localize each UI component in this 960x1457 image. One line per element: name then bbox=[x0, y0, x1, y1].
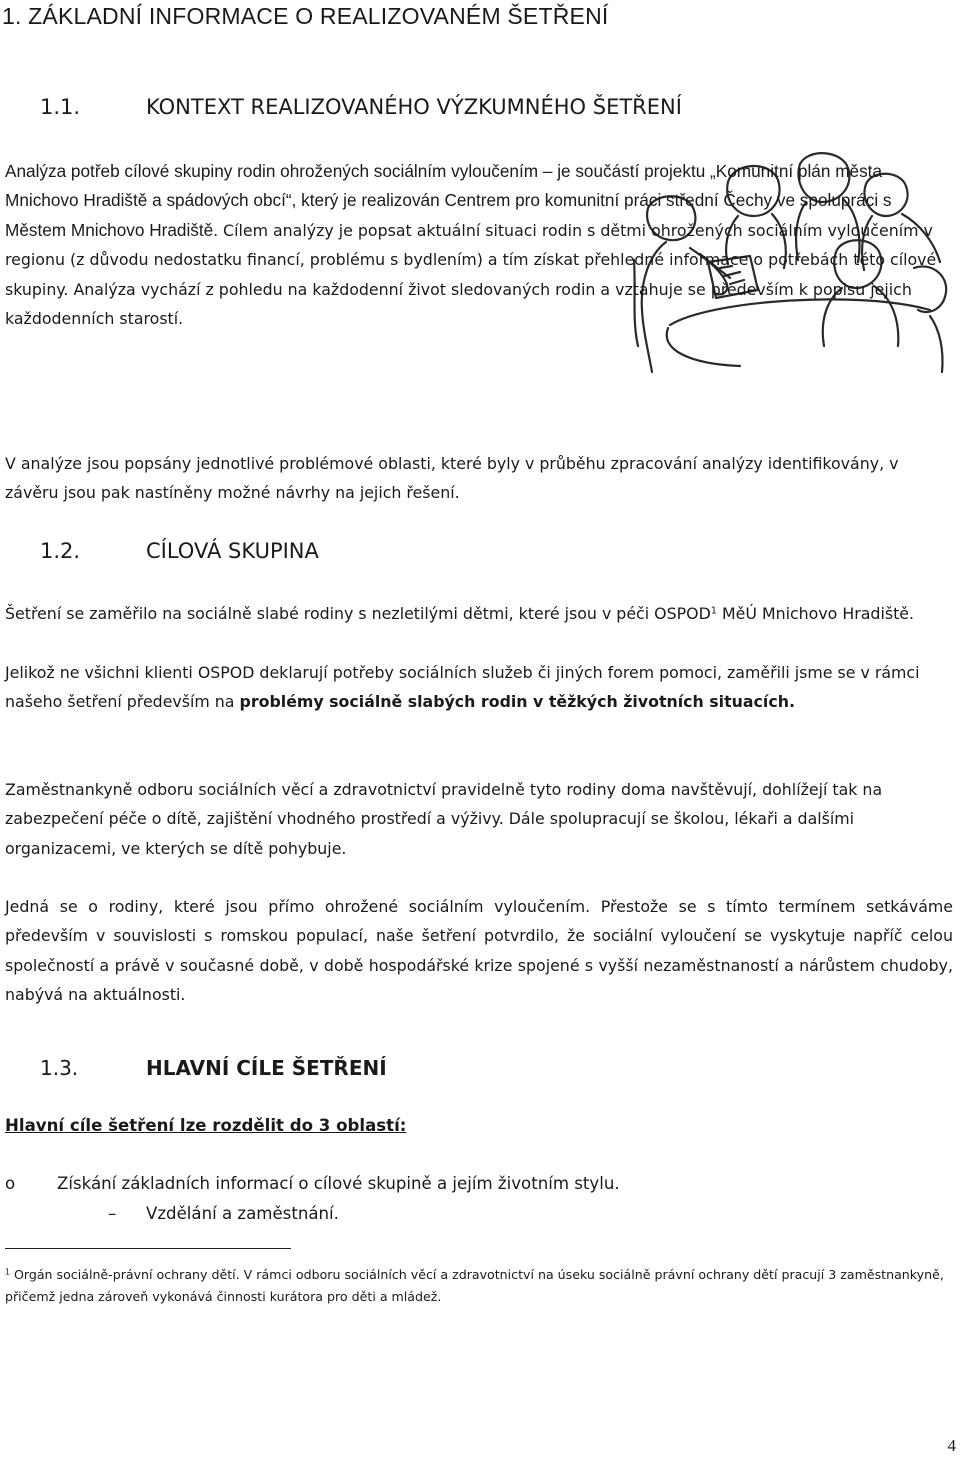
target-group-paragraph-1 bbox=[5, 599, 953, 628]
section-heading-1-2 bbox=[40, 539, 319, 563]
context-paragraph-part2: Cílem analýzy je popsat aktuální situaci rodin s dětmi ohrožených sociálním vyloučením v regionu (z důvodu nedostatku financí, problému s bydlením) a tím získat přehledné informace o potřebách této cílové skupiny. Analýza vychází z pohledu na každodenní život sledovaných rodin a vztahuje se především k popisu jejich každodenních starostí. bbox=[5, 220, 937, 329]
footnote bbox=[5, 1264, 955, 1308]
target-group-text-end: MěÚ Mnichovo Hradiště. bbox=[716, 604, 914, 623]
section-number: 1.2. bbox=[40, 539, 81, 563]
dash-marker: – bbox=[108, 1204, 117, 1223]
section-heading-1-1 bbox=[40, 95, 682, 119]
chapter-heading: 1. ZÁKLADNÍ INFORMACE O REALIZOVANÉM ŠETŘENÍ bbox=[2, 3, 609, 29]
context-paragraph-2: V analýze jsou popsány jednotlivé problémové oblasti, které byly v průběhu zpracování analýzy identifikovány, v závěru jsou pak nastíněny možné návrhy na jejich řešení. bbox=[5, 454, 899, 503]
target-group-paragraph-3: Zaměstnankyně odboru sociálních věcí a zdravotnictví pravidelně tyto rodiny doma navštěvují, dohlížejí tak na zabezpečení péče o dítě, zajištění vhodného prostředí a výživy. Dále spolupracují se školou, lékaři a dalšími organizacemi, ve kterých se dítě pohybuje. bbox=[5, 780, 883, 858]
target-group-paragraph-4: Jedná se o rodiny, které jsou přímo ohrožené sociálním vyloučením. Přestože se s tímto termínem setkáváme především v souvislosti s romskou populací, naše šetření potvrdilo, že sociální vyloučení se vyskytuje napříč celou společností a právě v současné době, v době hospodářské krize spojené s vyšší nezaměstnaností a nárůstem chudoby, nabývá na aktuálnosti. bbox=[5, 897, 953, 1005]
context-paragraph-part1: Analýza potřeb cílové skupiny rodin ohrožených sociálním vyloučením – je součástí projektu „Komunitní plán města Mnichovo Hradiště a spádových obcí“, který je realizován Centrem pro komunitní práci střední Čechy ve spolupráci s Městem Mnichovo Hradiště. bbox=[5, 161, 892, 240]
goals-subheading: Hlavní cíle šetření lze rozdělit do 3 oblastí: bbox=[5, 1116, 407, 1135]
footnote-text: Orgán sociálně-právní ochrany dětí. V rámci odboru sociálních věcí a zdravotnictví na úseku sociálně právní ochrany dětí pracují 3 zaměstnankyně, přičemž jedna zároveň vykonává činnosti kurátora pro děti a mládež. bbox=[5, 1267, 944, 1304]
target-group-text: Šetření se zaměřilo na sociálně slabé rodiny s nezletilými dětmi, které jsou v péči OSPOD bbox=[5, 604, 711, 623]
goal-sublist-item bbox=[108, 1204, 339, 1223]
goal-list-item bbox=[5, 1174, 620, 1193]
footnote-reference: 1 bbox=[710, 605, 717, 617]
section-title: KONTEXT REALIZOVANÉHO VÝZKUMNÉHO ŠETŘENÍ bbox=[146, 95, 682, 119]
footnote-number: 1 bbox=[5, 1267, 10, 1277]
page-number: 4 bbox=[947, 1436, 956, 1455]
footnote-divider bbox=[5, 1248, 291, 1249]
section-title: CÍLOVÁ SKUPINA bbox=[146, 539, 319, 563]
section-number: 1.1. bbox=[40, 95, 81, 119]
section-heading-1-3 bbox=[40, 1056, 387, 1080]
goal-text: Získání základních informací o cílové skupině a jejím životním stylu. bbox=[57, 1174, 620, 1193]
section-title: HLAVNÍ CÍLE ŠETŘENÍ bbox=[146, 1056, 387, 1080]
section-number: 1.3. bbox=[40, 1056, 79, 1080]
context-paragraph bbox=[5, 157, 953, 333]
target-group-paragraph-2 bbox=[5, 658, 953, 717]
subgoal-text: Vzdělání a zaměstnání. bbox=[146, 1204, 339, 1223]
target-group-text: Jelikož ne všichni klienti OSPOD deklarují potřeby sociálních služeb či jiných forem pomoci, zaměřili jsme se v rámci našeho šetření především na bbox=[5, 663, 920, 712]
bullet-marker: o bbox=[5, 1174, 16, 1193]
target-group-emphasis: problémy sociálně slabých rodin v těžkých životních situacích. bbox=[239, 692, 795, 712]
